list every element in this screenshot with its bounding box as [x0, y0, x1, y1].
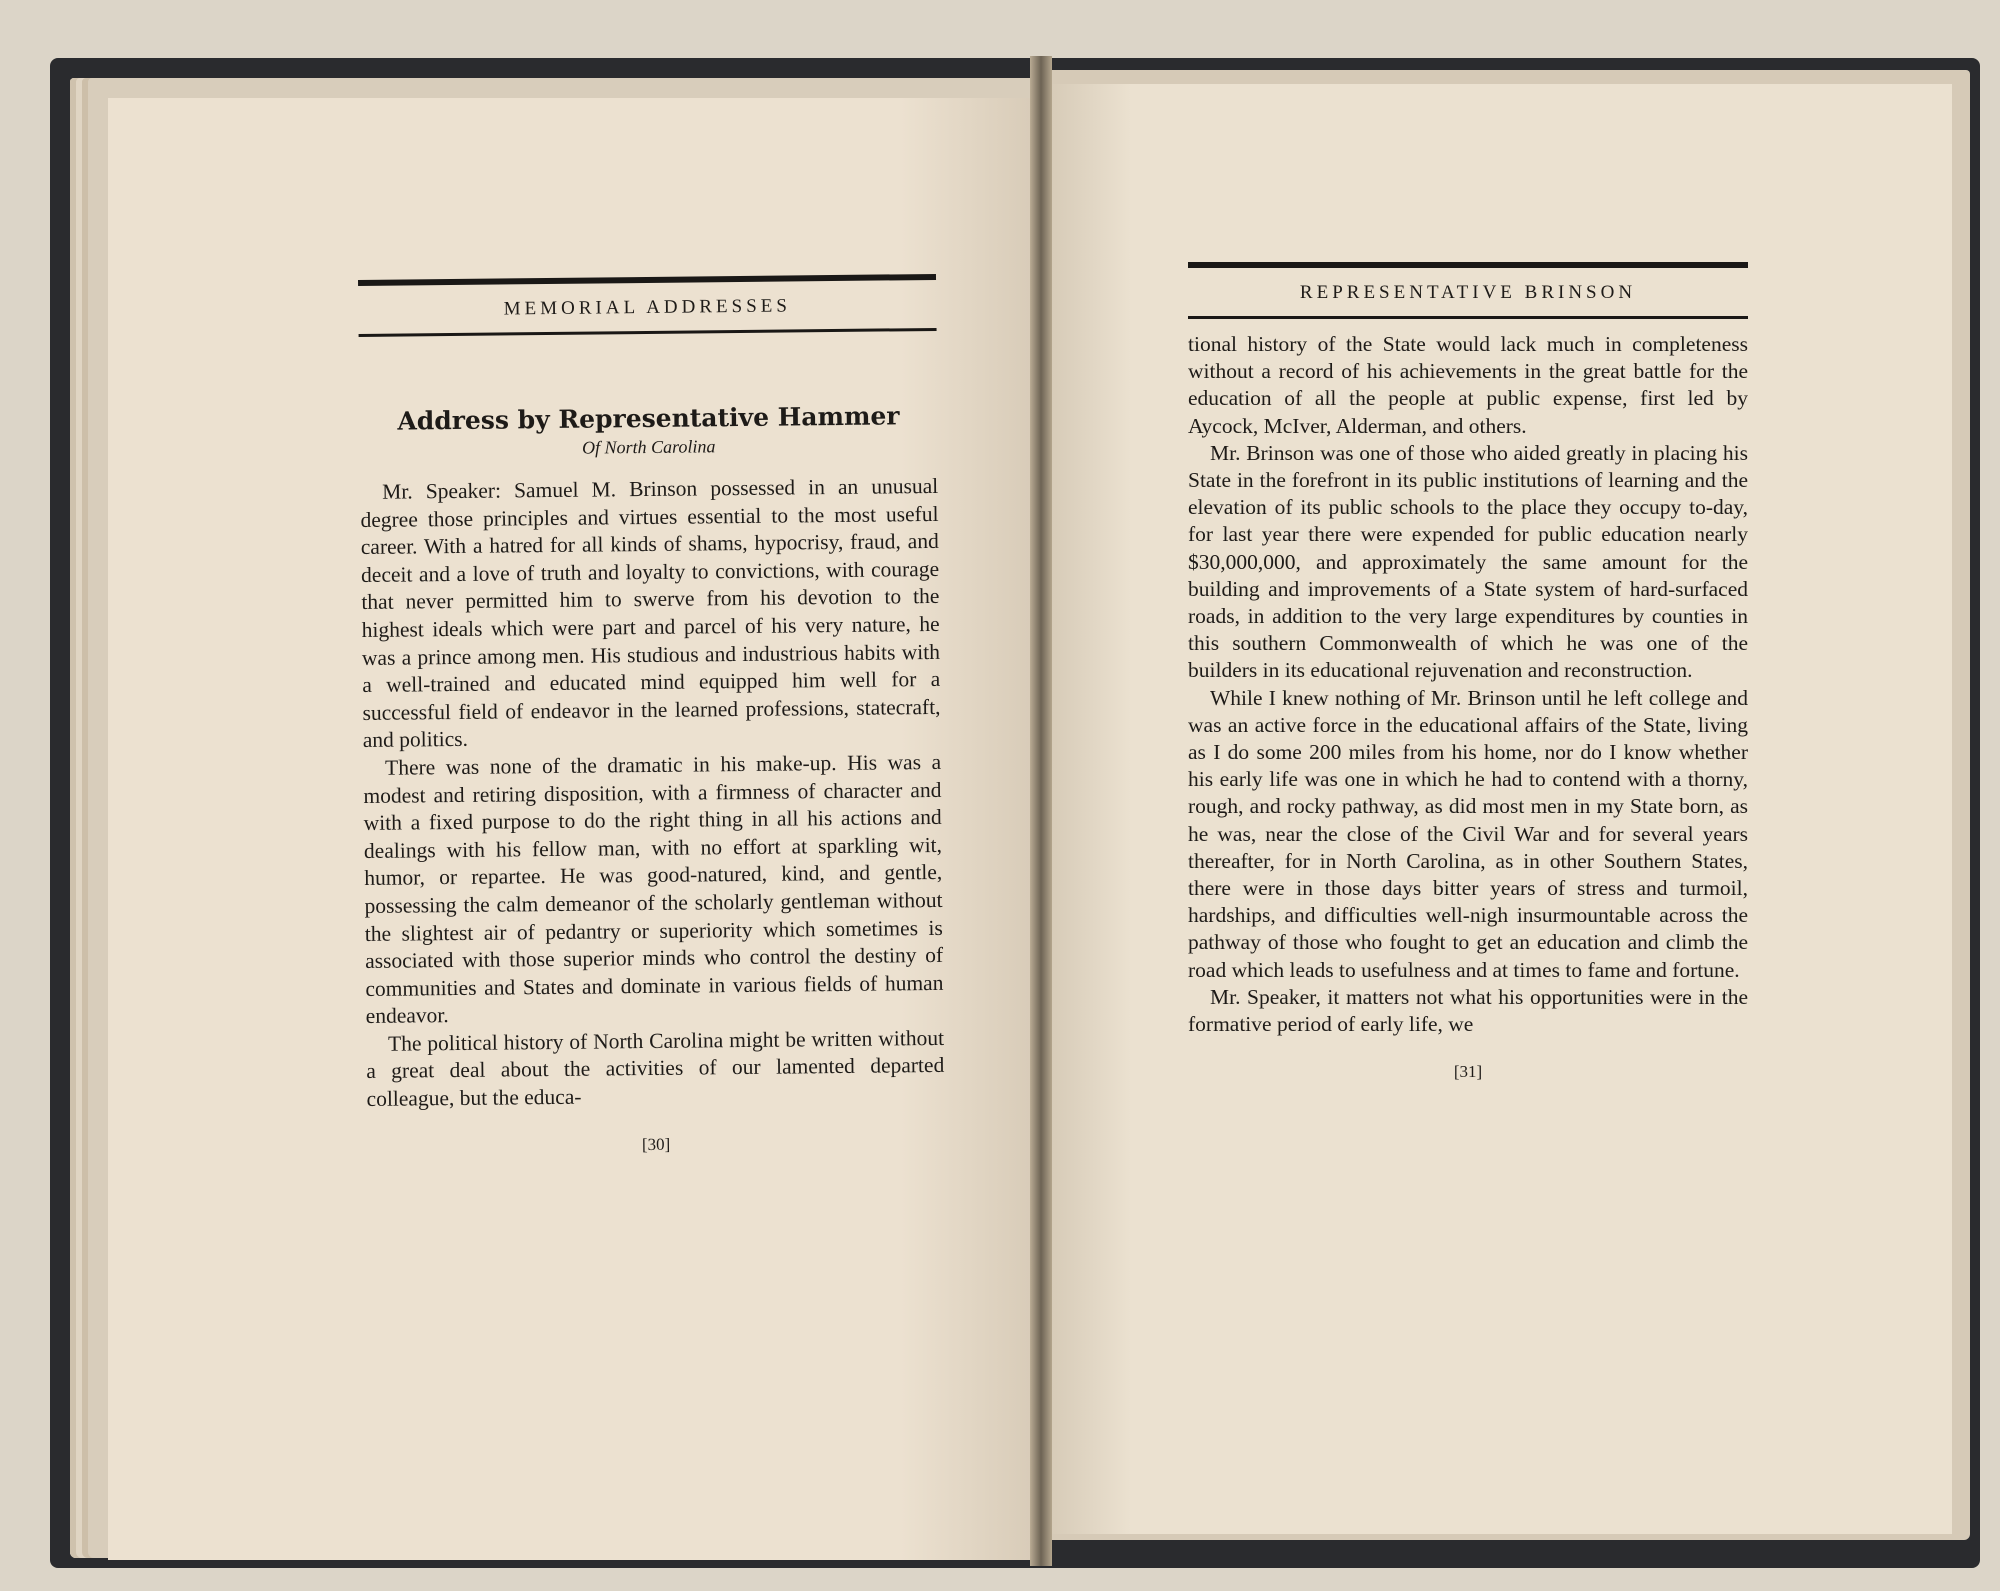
page-number: [30] — [641, 1134, 671, 1154]
paragraph: While I knew nothing of Mr. Brinson until he left college and was an active force in the educational affairs of the State, living as I do some 200 miles from his home, nor do I know whether his early life was one in which he had to contend with a thorny, rough, and rocky pathway, as did most men in my State born, as he was, near the close of the Civil War and for several years thereafter, for in North Carolina, as in other Southern States, there were in those days bitter years of stress and turmoil, hardships, and difficulties well-nigh insurmountable across the pathway of those who fought to get an education and climb the road which leads to usefulness and at times to fame and fortune. — [1188, 685, 1748, 982]
address-subtitle: Of North Carolina — [581, 436, 716, 458]
address-title: Address by Representative Hammer — [397, 401, 900, 436]
paragraph: Mr. Brinson was one of those who aided greatly in placing his State in the forefront in its public institutions of learning and the elevation of its public schools to the place they occupy to-day, for last year there were expended for public education nearly $30,000,000, and approximately the same amount for the building and improvements of a State system of hard-surfaced roads, in addition to the very large expenditures by counties in this southern Commonwealth of which he was one of the builders in its educational rejuvenation and reconstruction. — [1188, 440, 1748, 683]
right-page-content — [1188, 262, 1748, 1082]
paragraph: The political history of North Carolina might be written without a great deal about the activities of our lamented departed colleague, but the educa- — [366, 1025, 945, 1112]
header-rule-bottom — [1188, 316, 1748, 319]
book-gutter — [1030, 56, 1052, 1566]
page-number: [31] — [1453, 1062, 1483, 1082]
paragraph: Mr. Speaker, it matters not what his opportunities were in the formative period of early life, we — [1188, 984, 1748, 1037]
running-head: MEMORIAL ADDRESSES — [503, 295, 791, 320]
left-page-content — [358, 274, 945, 1158]
paragraph: tional history of the State would lack much in completeness without a record of his achievements in the great battle for the education of all the people at public expense, first led by Aycock, McIver, Alderman, and others. — [1188, 332, 1748, 438]
paragraph: Mr. Speaker: Samuel M. Brinson possessed in an unusual degree those principles and virtues essential to the most useful career. With a hatred for all kinds of shams, hypocrisy, fraud, and deceit and a love of truth and loyalty to convictions, with courage that never permitted him to swerve from his devotion to the highest ideals which were part and parcel of his very nature, he was a prince among men. His studious and industrious habits with a well-trained and educated mind equipped him well for a successful field of endeavor in the learned professions, statecraft, and politics. — [360, 473, 941, 753]
paragraph: There was none of the dramatic in his make-up. His was a modest and retiring disposition, with a firmness of character and with a fixed purpose to do the right thing in all his actions and dealings with his fellow man, with no effort at sparkling wit, humor, or repartee. He was good-natured, kind, and gentle, possessing the calm demeanor of the scholarly gentleman without the slightest air of pedantry or superiority which sometimes is associated with those superior minds who control the destiny of communities and States and dominate in various fields of human endeavor. — [363, 749, 944, 1029]
running-head: REPRESENTATIVE BRINSON — [1299, 282, 1637, 303]
